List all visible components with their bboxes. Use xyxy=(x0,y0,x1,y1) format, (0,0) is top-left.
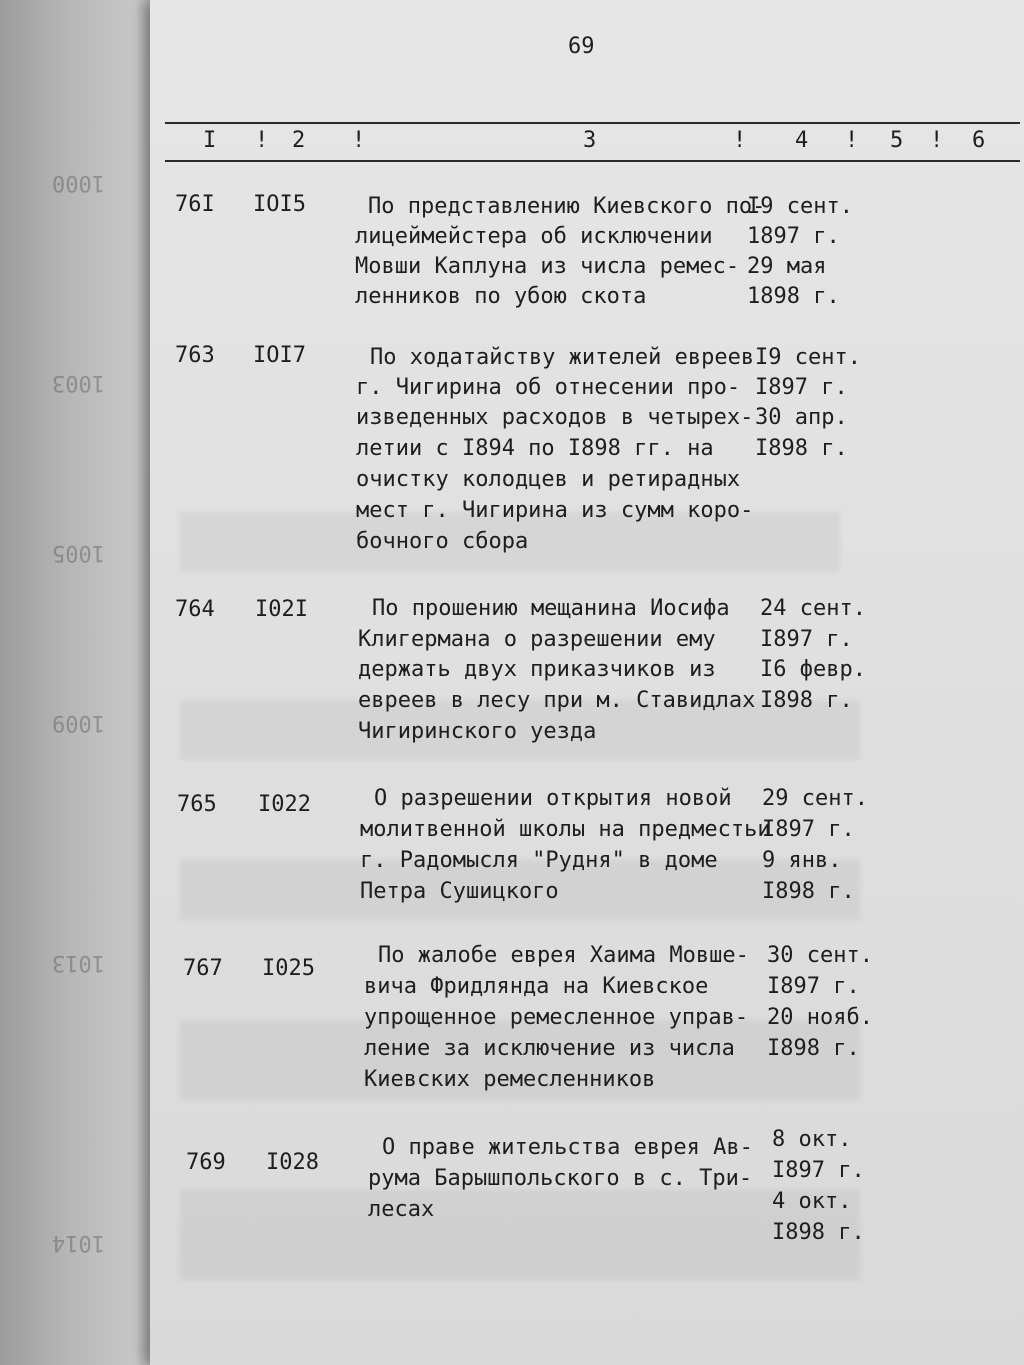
column-separator: ! xyxy=(255,128,269,153)
description-line: очистку колодцев и ретирадных xyxy=(356,467,741,492)
entry-code: IOI5 xyxy=(253,192,306,217)
description-line: По ходатайству жителей евреев xyxy=(370,345,755,370)
date-line: 4 окт. xyxy=(772,1189,852,1214)
description-line: По прошению мещанина Иосифа xyxy=(372,596,730,621)
column-separator: ! xyxy=(930,128,944,153)
column-header-4: 4 xyxy=(795,128,809,153)
bleed-through-shadow xyxy=(180,1190,860,1280)
description-line: упрощенное ремесленное управ- xyxy=(364,1005,749,1030)
column-header-2: 2 xyxy=(292,128,306,153)
date-line: 30 сент. xyxy=(767,943,873,968)
description-line: По представлению Киевского по- xyxy=(368,194,766,219)
date-line: I898 г. xyxy=(772,1220,865,1245)
entry-code: I028 xyxy=(266,1150,319,1175)
gutter-number: 1014 xyxy=(52,1230,105,1255)
description-line: По жалобе еврея Хаима Мовше- xyxy=(378,943,749,968)
description-line: лицеймейстера об исключении xyxy=(355,224,713,249)
column-separator: ! xyxy=(733,128,747,153)
gutter-number: 1005 xyxy=(52,540,105,565)
description-line: Петра Сушицкого xyxy=(360,879,559,904)
date-line: I897 г. xyxy=(755,375,848,400)
description-line: г. Радомысля "Рудня" в доме xyxy=(360,848,718,873)
date-line: I897 г. xyxy=(767,974,860,999)
description-line: ление за исключение из числа xyxy=(364,1036,735,1061)
description-line: бочного сбора xyxy=(356,529,529,554)
description-line: мест г. Чигирина из сумм коро- xyxy=(356,498,754,523)
date-line: I897 г. xyxy=(762,817,855,842)
description-line: вича Фридлянда на Киевское xyxy=(364,974,709,999)
column-header-6: 6 xyxy=(972,128,986,153)
date-line: 24 сент. xyxy=(760,596,866,621)
date-line: 1897 г. xyxy=(747,224,840,249)
description-line: Киевских ремесленников xyxy=(364,1067,656,1092)
date-line: I898 г. xyxy=(767,1036,860,1061)
entry-code: I022 xyxy=(258,792,311,817)
description-line: молитвенной школы на предместьи xyxy=(360,817,771,842)
date-line: I6 февр. xyxy=(760,657,866,682)
entry-number: 767 xyxy=(183,956,223,981)
description-line: евреев в лесу при м. Ставидлах xyxy=(358,688,756,713)
date-line: 20 нояб. xyxy=(767,1005,873,1030)
date-line: I9 сент. xyxy=(747,194,853,219)
date-line: I898 г. xyxy=(760,688,853,713)
entry-number: 765 xyxy=(177,792,217,817)
date-line: I897 г. xyxy=(760,627,853,652)
date-line: 29 мая xyxy=(747,254,827,279)
entry-number: 764 xyxy=(175,597,215,622)
page-number: 69 xyxy=(568,34,595,59)
description-line: изведенных расходов в четырех- xyxy=(356,405,754,430)
entry-code: I025 xyxy=(262,956,315,981)
date-line: 8 окт. xyxy=(772,1127,852,1152)
description-line: ленников по убою скота xyxy=(355,284,647,309)
gutter-number: 1009 xyxy=(52,710,105,735)
description-line: Мовши Каплуна из числа ремес- xyxy=(355,254,740,279)
date-line: I898 г. xyxy=(762,879,855,904)
description-line: держать двух приказчиков из xyxy=(358,657,716,682)
entry-number: 763 xyxy=(175,343,215,368)
column-separator: ! xyxy=(845,128,859,153)
entry-code: IOI7 xyxy=(253,343,306,368)
description-line: рума Барышпольского в с. Три- xyxy=(368,1166,753,1191)
header-rule-bottom xyxy=(165,160,1020,162)
date-line: 1898 г. xyxy=(747,284,840,309)
column-header-3: 3 xyxy=(583,128,597,153)
column-separator: ! xyxy=(352,128,366,153)
date-line: 30 апр. xyxy=(755,405,848,430)
date-line: I897 г. xyxy=(772,1158,865,1183)
column-header-5: 5 xyxy=(890,128,904,153)
description-line: лесах xyxy=(368,1197,435,1222)
description-line: Чигиринского уезда xyxy=(358,719,597,744)
date-line: I898 г. xyxy=(755,436,848,461)
binding-gutter xyxy=(0,0,160,1365)
description-line: г. Чигирина об отнесении про- xyxy=(356,375,741,400)
entry-code: I02I xyxy=(255,597,308,622)
date-line: I9 сент. xyxy=(755,345,861,370)
gutter-number: 1013 xyxy=(52,950,105,975)
description-line: летии с I894 по I898 гг. на xyxy=(356,436,714,461)
description-line: О разрешении открытия новой xyxy=(374,786,732,811)
date-line: 9 янв. xyxy=(762,848,842,873)
gutter-number: 1003 xyxy=(52,370,105,395)
description-line: О праве жительства еврея Ав- xyxy=(382,1135,753,1160)
gutter-number: 1000 xyxy=(52,170,105,195)
date-line: 29 сент. xyxy=(762,786,868,811)
entry-number: 769 xyxy=(186,1150,226,1175)
column-header-1: I xyxy=(203,128,217,153)
header-rule-top xyxy=(165,122,1020,124)
entry-number: 76I xyxy=(175,192,215,217)
description-line: Клигермана о разрешении ему xyxy=(358,627,716,652)
